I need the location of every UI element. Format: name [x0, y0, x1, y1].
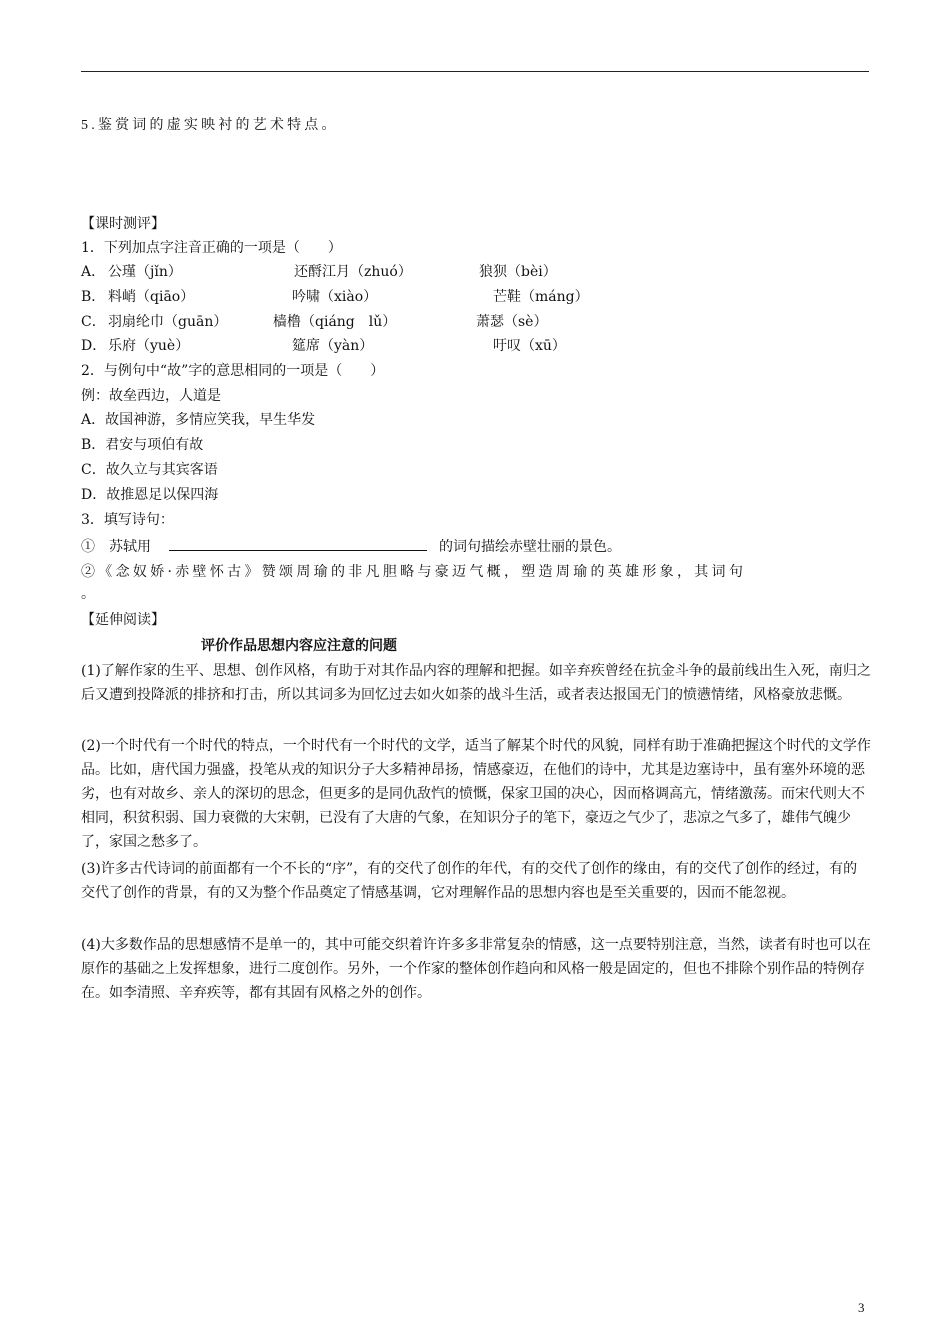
option-item: 筵席（yàn） — [292, 338, 374, 354]
option-item: 羽扇纶巾（guān） — [108, 314, 228, 330]
q2-option-a: A．故国神游，多情应笑我，早生华发 — [81, 412, 316, 428]
article-paragraph-3: (3)许多古代诗词的前面都有一个不长的“序”，有的交代了创作的年代，有的交代了创作的缘由，有的交代了创作的经过，有的交代了创作的背景，有的又为整个作品奠定了情感基调，它对理解作品的思想内容也是至关重要的，因而不能忽视。 — [81, 861, 858, 901]
article-paragraph-4: (4)大多数作品的思想感情不是单一的，其中可能交织着许许多多非常复杂的情感，这一点要特别注意，当然，读者有时也可以在原作的基础之上发挥想象，进行二度创作。另外，一个作家的整体创作趋向和风格一般是固定的，但也不排除个别作品的特例存在。如李清照、辛弃疾等，都有其固有风格之外的创作。 — [81, 937, 871, 1001]
fill-blank-1[interactable] — [169, 536, 427, 551]
option-item: 料峭（qiāo） — [108, 289, 195, 305]
q2-example: 例：故垒西边，人道是 — [81, 388, 221, 404]
section-heading-ceping: 【课时测评】 — [81, 216, 165, 232]
q2-option-d: D．故推恩足以保四海 — [81, 487, 219, 503]
option-item: 狼狈（bèi） — [479, 264, 557, 280]
option-item: 吟啸（xiào） — [292, 289, 378, 305]
option-item: 萧瑟（sè） — [476, 314, 548, 330]
section-heading-yanshen: 【延伸阅读】 — [81, 612, 165, 628]
q3-item-1-suffix: 的词句描绘赤壁壮丽的景色。 — [439, 539, 621, 555]
article-paragraph-1: (1)了解作家的生平、思想、创作风格，有助于对其作品内容的理解和把握。如辛弃疾曾经在抗金斗争的最前线出生入死，南归之后又遭到投降派的排挤和打击，所以其词多为回忆过去如火如荼的战斗生活，或者表达报国无门的愤懑情绪，风格豪放悲慨。 — [81, 663, 871, 703]
option-item: 樯橹（qiáng lǔ） — [273, 314, 397, 330]
option-item: 芒鞋（máng） — [493, 289, 589, 305]
option-label: A． — [81, 264, 106, 280]
option-label: C． — [81, 314, 106, 330]
header-rule — [81, 71, 869, 72]
page-number: 3 — [858, 1300, 865, 1315]
q3-item-2-end: 。 — [81, 586, 95, 602]
q2-option-b: B．君安与项伯有故 — [81, 437, 204, 453]
q1-stem: 1．下列加点字注音正确的一项是（ ） — [81, 240, 342, 256]
q3-item-1-prefix: ① 苏轼用 — [81, 539, 151, 555]
option-label: B． — [81, 289, 106, 305]
option-label: D． — [81, 338, 107, 354]
question-5: 5.鉴赏词的虚实映衬的艺术特点。 — [81, 118, 339, 133]
article-paragraph-2: (2)一个时代有一个时代的特点，一个时代有一个时代的文学，适当了解某个时代的风貌，同样有助于准确把握这个时代的文学作品。比如，唐代国力强盛，投笔从戎的知识分子大多精神昂扬，情感豪迈，在他们的诗中，尤其是边塞诗中，虽有塞外环境的恶劣，也有对故乡、亲人的深切的思念，但更多的是同仇敌忾的愤慨，保家卫国的决心，因而格调高亢，情绪激荡。而宋代则大不相同，积贫积弱、国力衰微的大宋朝，已没有了大唐的气象，在知识分子的笔下，豪迈之气少了，悲凉之气多了，雄伟气魄少了，家国之愁多了。 — [81, 738, 871, 850]
q2-option-c: C．故久立与其宾客语 — [81, 462, 218, 478]
q3-item-2: ②《念奴娇·赤壁怀古》赞颂周瑜的非凡胆略与豪迈气概，塑造周瑜的英雄形象，其词句 — [81, 564, 747, 580]
option-item: 公瑾（jǐn） — [108, 264, 182, 280]
q3-item-1 — [81, 536, 621, 557]
article-title: 评价作品思想内容应注意的问题 — [201, 638, 397, 654]
q3-stem: 3．填写诗句： — [81, 512, 174, 528]
option-item: 吁叹（xū） — [493, 338, 566, 354]
option-item: 乐府（yuè） — [108, 338, 190, 354]
q2-stem: 2．与例句中“故”字的意思相同的一项是（ ） — [81, 363, 385, 379]
option-item: 还酹江月（zhuó） — [294, 264, 412, 280]
